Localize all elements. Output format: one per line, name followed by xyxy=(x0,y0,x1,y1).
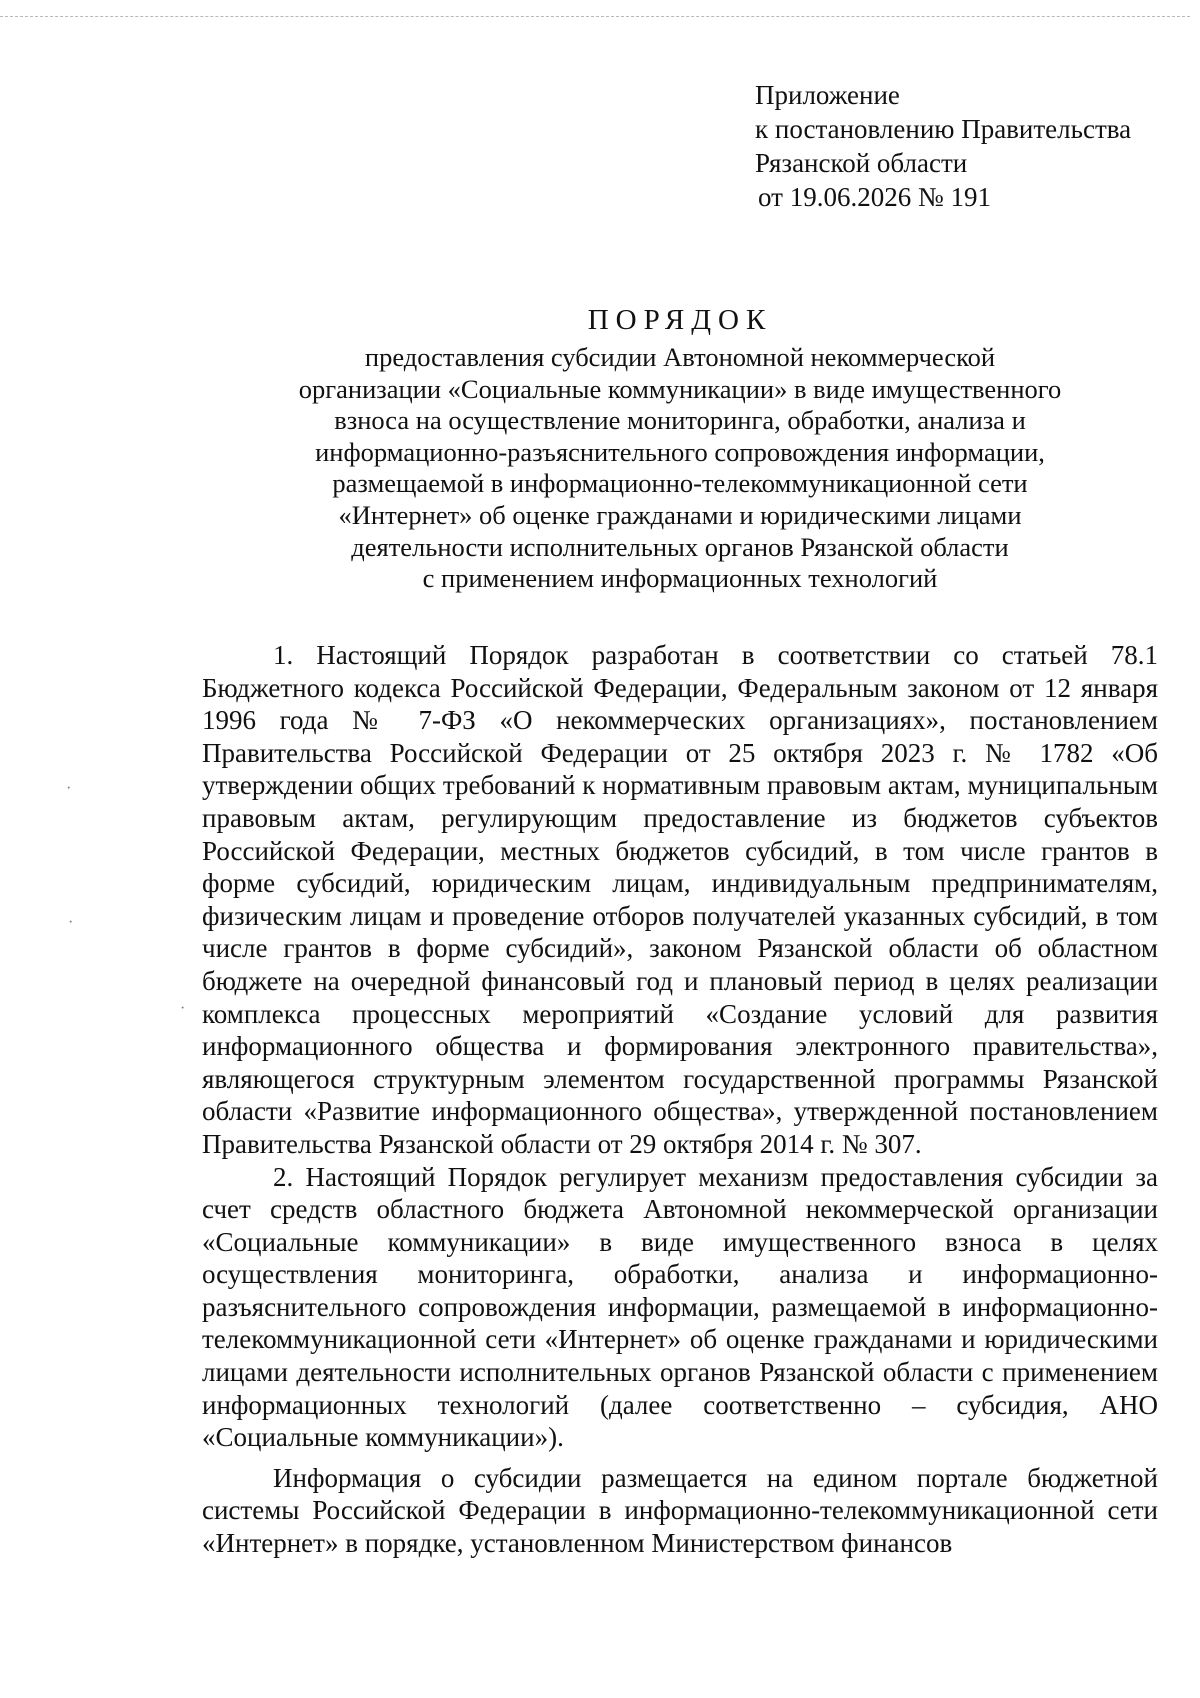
appendix-line-2: к постановлению Правительства xyxy=(755,114,1132,144)
subtitle-line: предоставления субсидии Автономной некоммерческой xyxy=(364,342,996,372)
subtitle-line: «Интернет» об оценке гражданами и юридическими лицами xyxy=(338,499,1022,530)
paragraph-3: Информация о субсидии размещается на едином портале бюджетной системы Российской Федерации в информационно-телекоммуникационной сети «Интернет» в порядке, установленном Министерством финансов xyxy=(202,1462,1158,1559)
subtitle-line: размещаемой в информационно-телекоммуникационной сети xyxy=(332,468,1028,499)
scan-speck: · xyxy=(180,1000,186,1017)
document-body xyxy=(202,639,1158,1560)
subtitle-line: организации «Социальные коммуникации» в виде имущественного xyxy=(298,373,1062,404)
scan-top-edge xyxy=(0,16,1190,17)
appendix-date-number: от 19.06.2026 № 191 xyxy=(758,182,991,212)
subtitle-line: взноса на осуществление мониторинга, обработки, анализа и xyxy=(334,405,1026,436)
appendix-header xyxy=(755,78,1131,214)
paragraph-2: 2. Настоящий Порядок регулирует механизм предоставления субсидии за счет средств областного бюджета Автономной некоммерческой организации «Социальные коммуникации» в виде имущественного взноса в целях осуществления мониторинга, обработки, анализа и информационно-разъяснительного сопровождения информации, размещаемой в информационно-телекоммуникационной сети «Интернет» об оценке гражданами и юридическими лицами деятельности исполнительных органов Рязанской области с применением информационных технологий (далее соответственно – субсидия, АНО «Социальные коммуникации»). xyxy=(202,1161,1158,1453)
document-title: ПОРЯДОК xyxy=(587,304,773,336)
subtitle-line: с применением информационных технологий xyxy=(422,563,938,594)
document-subtitle xyxy=(200,342,1160,595)
appendix-line-1: Приложение xyxy=(755,80,900,110)
scan-speck: · xyxy=(68,914,74,931)
scan-speck: · xyxy=(66,780,72,797)
subtitle-line: деятельности исполнительных органов Рязанской области xyxy=(351,531,1009,562)
appendix-line-3: Рязанской области xyxy=(755,148,968,178)
paragraph-1: 1. Настоящий Порядок разработан в соответствии со статьей 78.1 Бюджетного кодекса Российской Федерации, Федеральным законом от 12 января 1996 года № 7-ФЗ «О некоммерческих организациях», постановлением Правительства Российской Федерации от 25 октября 2023 г. № 1782 «Об утверждении общих требований к нормативным правовым актам, муниципальным правовым актам, регулирующим предоставление из бюджетов субъектов Российской Федерации, местных бюджетов субсидий, в том числе грантов в форме субсидий, юридическим лицам, индивидуальным предпринимателям, физическим лицам и проведение отборов получателей указанных субсидий, в том числе грантов в форме субсидий», законом Рязанской области об областном бюджете на очередной финансовый год и плановый период в целях реализации комплекса процессных мероприятий «Создание условий для развития информационного общества и формирования электронного правительства», являющегося структурным элементом государственной программы Рязанской области «Развитие информационного общества», утвержденной постановлением Правительства Рязанской области от 29 октября 2014 г. № 307. xyxy=(202,640,1158,1159)
subtitle-line: информационно-разъяснительного сопровождения информации, xyxy=(315,436,1045,467)
